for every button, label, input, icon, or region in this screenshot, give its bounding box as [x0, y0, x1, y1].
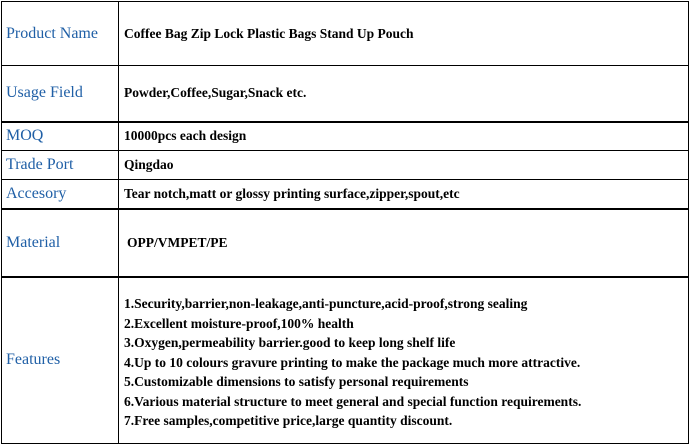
feature-item: 1.Security,barrier,non-leakage,anti-puncture,acid-proof,strong sealing [124, 296, 528, 311]
feature-item: 4.Up to 10 colours gravure printing to make the package much more attractive. [124, 354, 581, 370]
feature-item: 5.Customizable dimensions to satisfy personal requirements [124, 374, 469, 389]
label-usage-field: Usage Field [2, 66, 119, 122]
row-product-name [2, 2, 689, 66]
value-features [119, 277, 689, 444]
label-product-name: Product Name [2, 2, 119, 66]
row-moq [2, 122, 689, 151]
value-accessory: Tear notch,matt or glossy printing surface,zipper,spout,etc [119, 180, 689, 209]
row-material [2, 209, 689, 277]
row-trade-port [2, 151, 689, 180]
row-accessory [2, 180, 689, 209]
label-moq: MOQ [2, 122, 119, 151]
value-usage-field: Powder,Coffee,Sugar,Snack etc. [119, 66, 689, 122]
row-usage-field [2, 66, 689, 122]
feature-item: 3.Oxygen,permeability barrier.good to keep long shelf life [124, 335, 456, 350]
value-trade-port: Qingdao [119, 151, 689, 180]
product-spec-table [1, 1, 689, 444]
value-product-name: Coffee Bag Zip Lock Plastic Bags Stand Up Pouch [119, 2, 689, 66]
row-features [2, 277, 689, 444]
label-material: Material [2, 209, 119, 277]
value-moq: 10000pcs each design [119, 122, 689, 151]
value-material: OPP/VMPET/PE [119, 209, 689, 277]
label-features: Features [2, 277, 119, 444]
feature-item: 2.Excellent moisture-proof,100% health [124, 315, 354, 331]
features-list [124, 288, 688, 433]
label-accessory: Accesory [2, 180, 119, 209]
label-trade-port: Trade Port [2, 151, 119, 180]
feature-item: 7.Free samples,competitive price,large quantity discount. [124, 413, 453, 428]
feature-item: 6.Various material structure to meet general and special function requirements. [124, 393, 582, 409]
